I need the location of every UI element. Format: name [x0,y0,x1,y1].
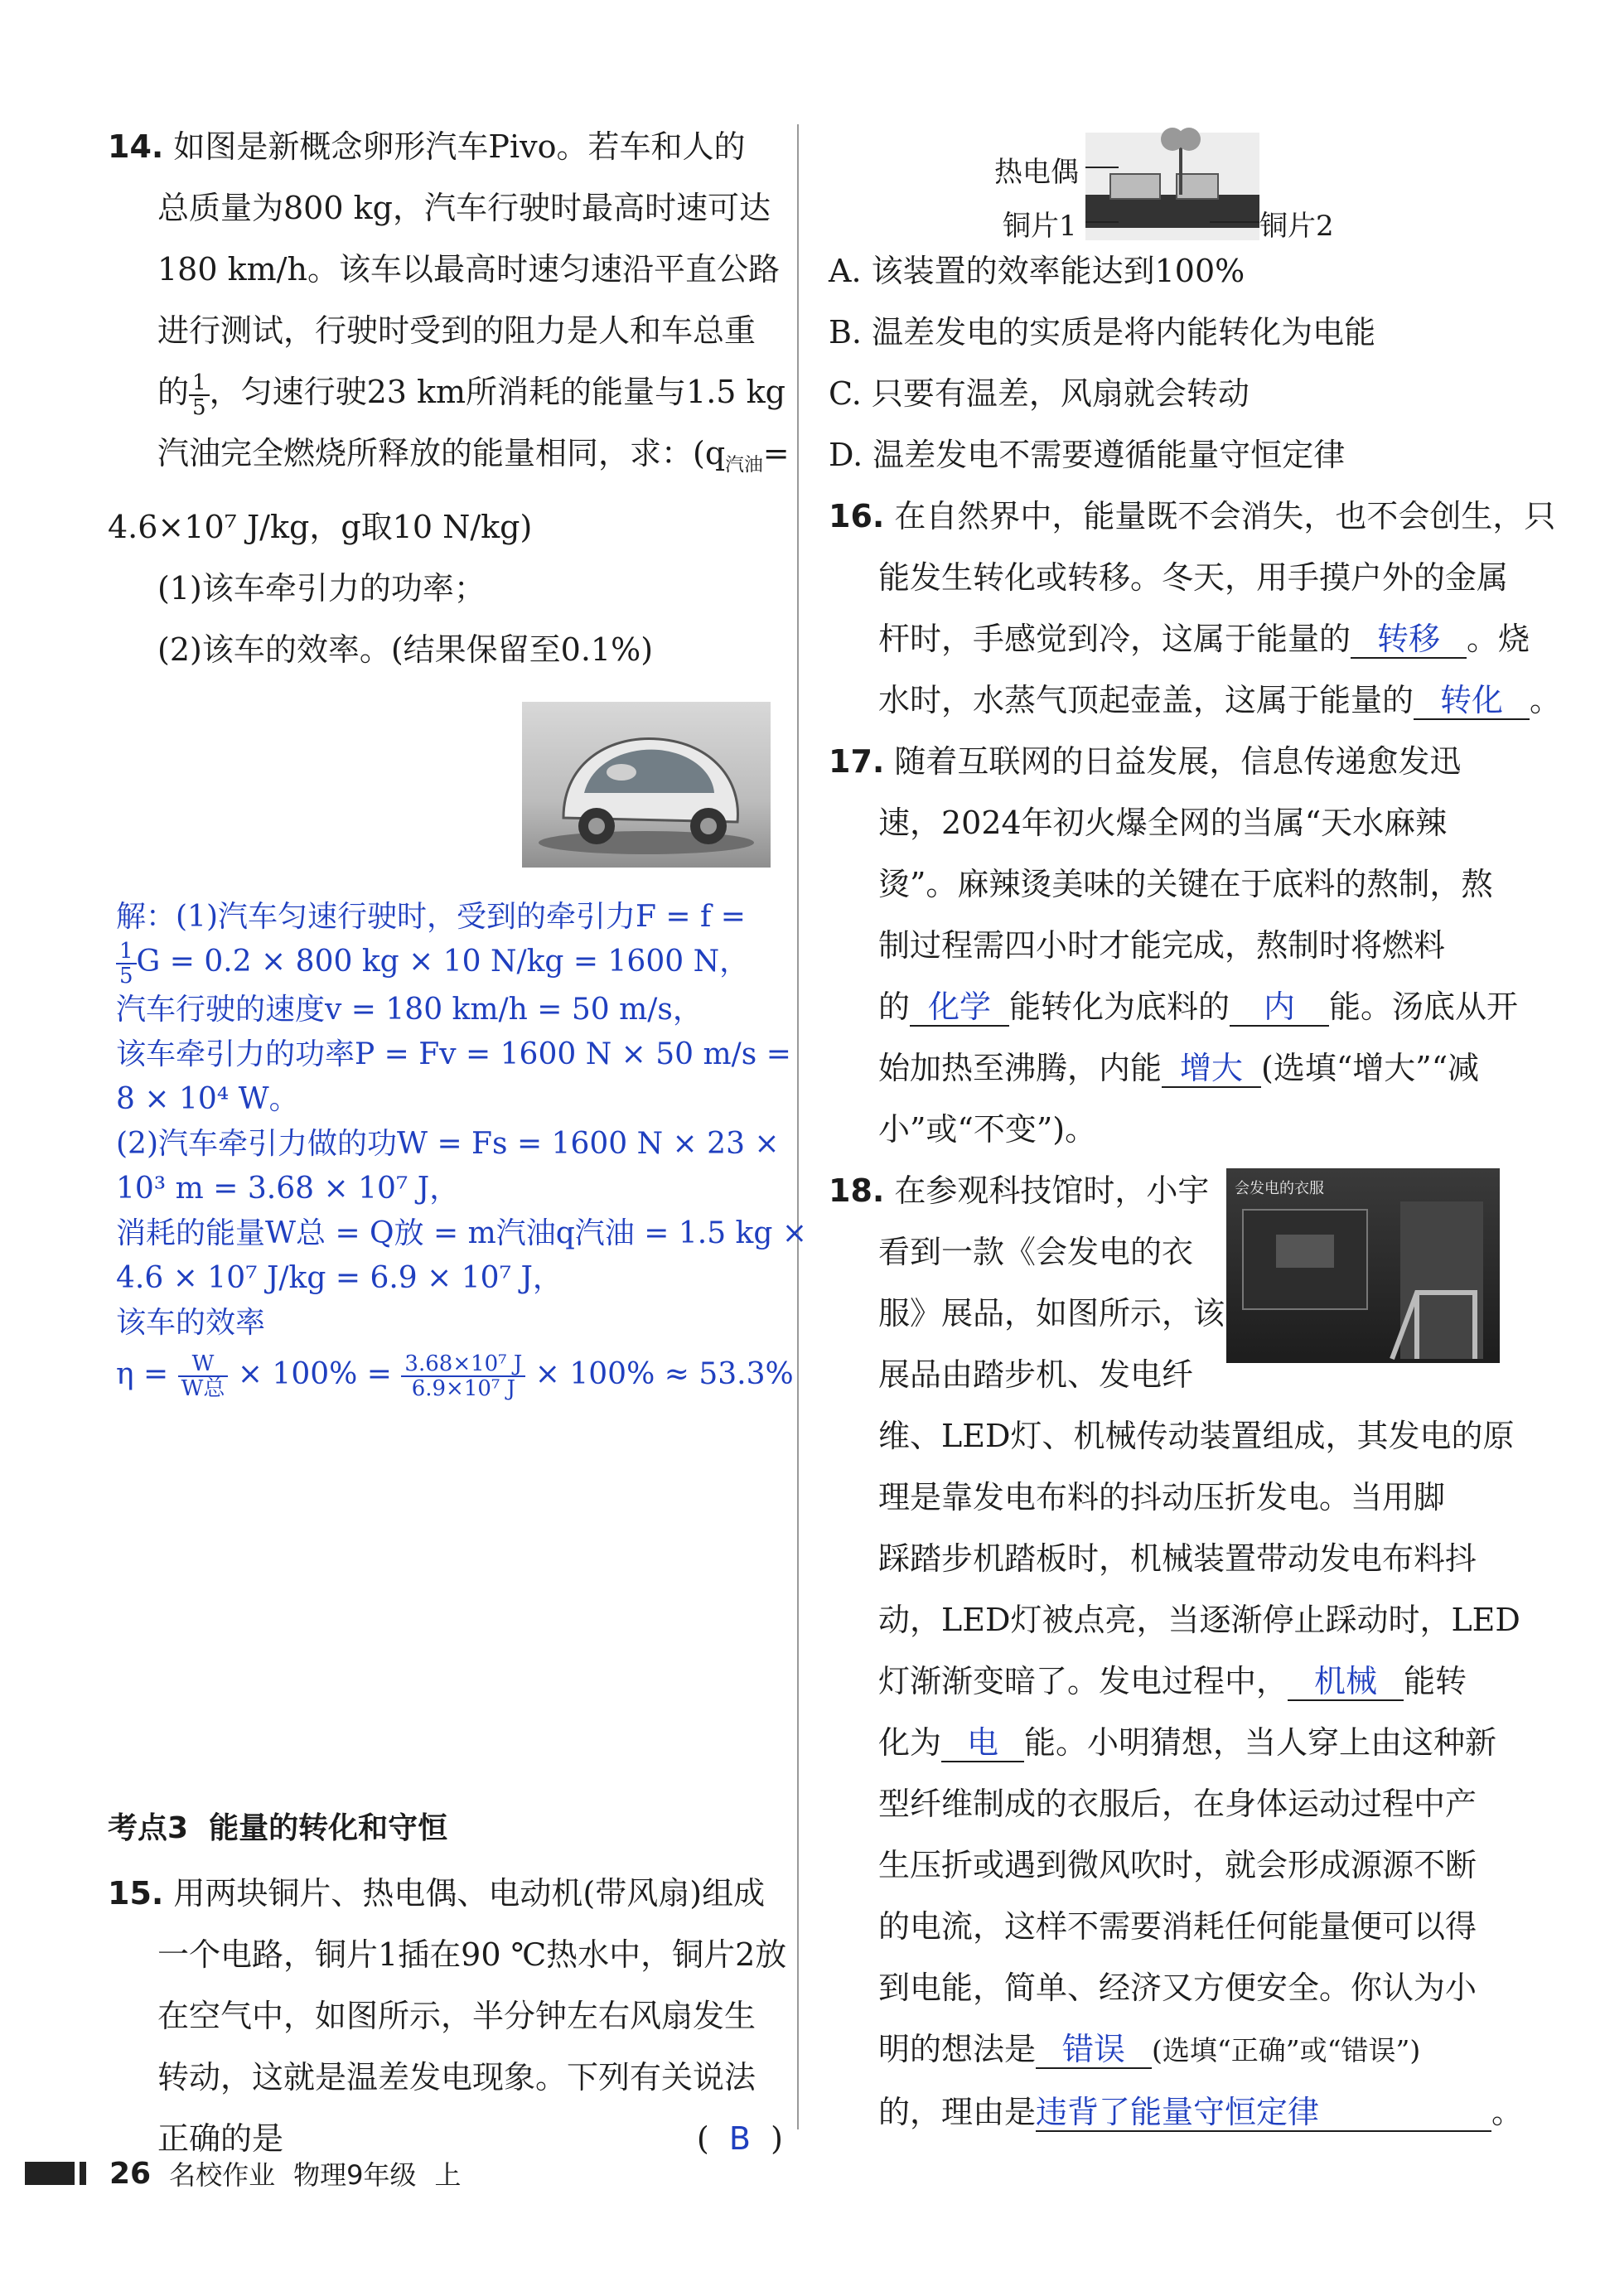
question-15 [108,1863,787,2169]
page-number: 26 [109,2156,152,2191]
right-column [829,116,1562,2143]
solution-line: 4.6 × 10⁷ J/kg = 6.9 × 10⁷ J， [116,1261,563,1295]
question-text: 能发生转化或转移。冬天，用手摸户外的金属 [878,559,1509,596]
question-number: 18. [829,1172,885,1209]
question-17 [829,731,1519,1160]
thermocouple-photo [1085,116,1259,240]
fraction-w-over-wtotal [178,1352,229,1400]
question-text: 如图是新概念卵形汽车Pivo。若车和人的 [173,128,746,165]
text: η = [116,1357,169,1391]
question-text: 踩踏步机踏板时，机械装置带动发电布料抖 [878,1540,1477,1577]
answer-blank: 违背了能量守恒定律 [1036,2094,1491,2132]
question-text: 在空气中，如图所示，半分钟左右风扇发生 [157,1998,756,2034]
footer-bar-icon [25,2162,91,2185]
thermocouple-figure [829,116,1504,243]
question-text [829,1712,1504,1773]
answer-blank: 机械 [1288,1663,1404,1701]
question-text [829,976,1519,1037]
answer-blank: 电 [941,1724,1024,1762]
question-number: 15. [108,1875,164,1912]
text: 正确的是 [157,2120,284,2157]
paren: ) [771,2120,783,2157]
answer-blank: 转移 [1351,621,1467,659]
page-footer [25,2154,462,2192]
question-text: 总质量为800 kg，汽车行驶时最高时速可达 [157,190,771,226]
solution-line: 8 × 10⁴ W。 [116,1082,299,1116]
text: = [762,435,790,471]
question-number: 14. [108,128,164,165]
label-copper-2: 铜片2 [1259,210,1334,243]
question-text: 制过程需四小时才能完成，熬制时将燃料 [878,927,1446,964]
text: 。 [1530,682,1562,718]
question-text: 烫”。麻辣烫美味的关键在于底料的熬制，熬 [878,866,1493,902]
solution-line: 消耗的能量W总 = Q放 = m汽油q汽油 = 1.5 kg × [116,1216,808,1250]
text: 水时，水蒸气顶起壶盖，这属于能量的 [878,682,1414,718]
question-text: 进行测试，行驶时受到的阻力是人和车总重 [157,312,756,349]
text: ，匀速行驶23 km所消耗的能量与1.5 kg [209,374,785,410]
question-text [829,669,1562,731]
question-text: 用两块铜片、热电偶、电动机(带风扇)组成 [173,1875,766,1912]
text: 的 [878,988,911,1025]
question-14 [108,116,790,680]
solution-line: 10³ m = 3.68 × 10⁷ J， [116,1172,460,1206]
fraction-one-fifth [116,940,137,988]
denominator: 6.9×10⁷ J [411,1376,516,1401]
option-b: B. 温差发电的实质是将内能转化为电能 [829,314,1376,350]
footer-volume: 上 [434,2159,462,2191]
text: 。 [1491,2094,1524,2130]
solution-line: 解：(1)汽车匀速行驶时，受到的牵引力F = f = [116,900,746,934]
text: G = 0.2 × 800 kg × 10 N/kg = 1600 N， [136,945,750,979]
question-16 [829,486,1562,731]
label-thermocouple: 热电偶 [994,156,1079,189]
question-text: 动，LED灯被点亮，当逐渐停止踩动时，LED [878,1602,1520,1638]
text: 能转 [1404,1663,1467,1699]
question-text: 展品由踏步机、发电纤 [878,1356,1194,1393]
answer-blank: 转化 [1414,682,1530,720]
text: 。烧 [1467,621,1530,657]
fraction-values [401,1352,525,1400]
answer-blank: 化学 [910,988,1009,1027]
text: 杆时，手感觉到冷，这属于能量的 [878,621,1351,657]
solution-efficiency-line [116,1346,807,1404]
left-column [108,116,808,2157]
section-label: 考点3 [108,1811,189,1845]
question-text: 维、LED灯、机械传动装置组成，其发电的原 [878,1418,1515,1454]
text: 能。汤底从开 [1329,988,1519,1025]
question-text: 的电流，这样不需要消耗任何能量便可以得 [878,1908,1477,1945]
text: 的，理由是 [878,2094,1037,2130]
question-text: 生压折或遇到微风吹时，就会形成源源不断 [878,1847,1477,1883]
paren: ( [696,2120,709,2157]
footer-brand: 名校作业 [169,2159,276,2191]
denominator: 5 [192,394,206,420]
text: × 100% = [237,1357,392,1391]
text: (选填“增大”“减 [1261,1050,1480,1086]
question-text [829,2018,1504,2081]
text: 能。小明猜想，当人穿上由这种新 [1024,1724,1497,1761]
answer-blank: 增大 [1162,1050,1261,1088]
text: 灯渐渐变暗了。发电过程中， [878,1663,1288,1699]
text: (选填“正确”或“错误”) [1152,2034,1421,2066]
option-d: D. 温差发电不需要遵循能量守恒定律 [829,437,1346,473]
sub-question-2: (2)该车的效率。(结果保留至0.1%) [157,631,654,668]
exhibit-photo [1226,1168,1500,1363]
solution-line: (2)汽车牵引力做的功W = Fs = 1600 N × 23 × [116,1127,780,1161]
numerator: 3.68×10⁷ J [401,1352,525,1377]
question-text: 型纤维制成的衣服后，在身体运动过程中产 [878,1786,1477,1822]
question-text: 随着互联网的日益发展，信息传递愈发迅 [894,743,1462,780]
answer-blank: 错误 [1036,2031,1152,2069]
answer-blank: 内 [1230,988,1329,1027]
question-text [829,2081,1524,2143]
solution-line: 汽车行驶的速度v = 180 km/h = 50 m/s， [116,993,703,1027]
question-text [829,608,1530,669]
question-text: 4.6×10⁷ J/kg，g取10 N/kg) [108,508,533,545]
question-text: 理是靠发电布料的抖动压折发电。当用脚 [878,1479,1446,1515]
footer-subject: 物理9年级 [293,2159,417,2191]
section-title: 能量的转化和守恒 [209,1811,448,1845]
solution-line: 该车的效率 [116,1306,266,1340]
answer-choice: B [728,2120,751,2157]
fraction-one-fifth [189,371,210,419]
question-text: 180 km/h。该车以最高时速匀速沿平直公路 [157,251,780,288]
label-copper-1: 铜片1 [1003,210,1077,243]
section-heading [108,1798,783,1859]
option-a: A. 该装置的效率能达到100% [829,253,1245,289]
question-18 [829,1160,1524,2143]
text: 能转化为底料的 [1009,988,1230,1025]
question-text: 速，2024年初火爆全网的当属“天水麻辣 [878,805,1448,841]
text: 始加热至沸腾，内能 [878,1050,1163,1086]
question-text: 小”或“不变”)。 [878,1111,1097,1148]
question-text-fraction-line [108,361,783,423]
question-text [829,1651,1504,1712]
text: 明的想法是 [878,2031,1037,2067]
question-text: 在自然界中，能量既不会消失，也不会创生，只 [894,498,1556,534]
solution-line: 该车牵引力的功率P = Fv = 1600 N × 50 m/s = [116,1037,791,1071]
pivo-car-photo [522,702,771,868]
denominator: 5 [119,964,133,988]
question-text [829,1037,1504,1099]
text: 汽油完全燃烧所释放的能量相同，求：(q [157,435,726,471]
text: 化为 [878,1724,942,1761]
text: 的 [157,374,190,410]
sub-question-1: (1)该车牵引力的功率； [157,569,486,607]
denominator: W总 [181,1376,225,1401]
question-text: 在参观科技馆时，小宇 [894,1172,1210,1209]
numerator: W [178,1352,229,1377]
question-number: 16. [829,498,885,534]
question-text: 一个电路，铜片1插在90 ℃热水中，铜片2放 [157,1936,787,1973]
numerator: 1 [189,371,210,396]
question-number: 17. [829,743,885,780]
subscript: 汽油 [725,454,763,476]
question-text [108,423,790,496]
question-text: 服》展品，如图所示，该 [878,1295,1225,1332]
numerator: 1 [116,940,137,964]
option-c: C. 只要有温差，风扇就会转动 [829,375,1250,412]
car-illustration [522,702,771,868]
question-text: 转动，这就是温差发电现象。下列有关说法 [157,2059,756,2095]
question-text: 到电能，简单、经济又方便安全。你认为小 [878,1970,1477,2006]
question-text: 看到一款《会发电的衣 [878,1234,1194,1270]
answer-bracket [697,2108,783,2169]
exhibit-sign: 会发电的衣服 [1235,1180,1324,1197]
solution-line [116,940,807,988]
text: × 100% ≈ 53.3% [534,1357,794,1391]
solution-14 [116,895,807,1404]
